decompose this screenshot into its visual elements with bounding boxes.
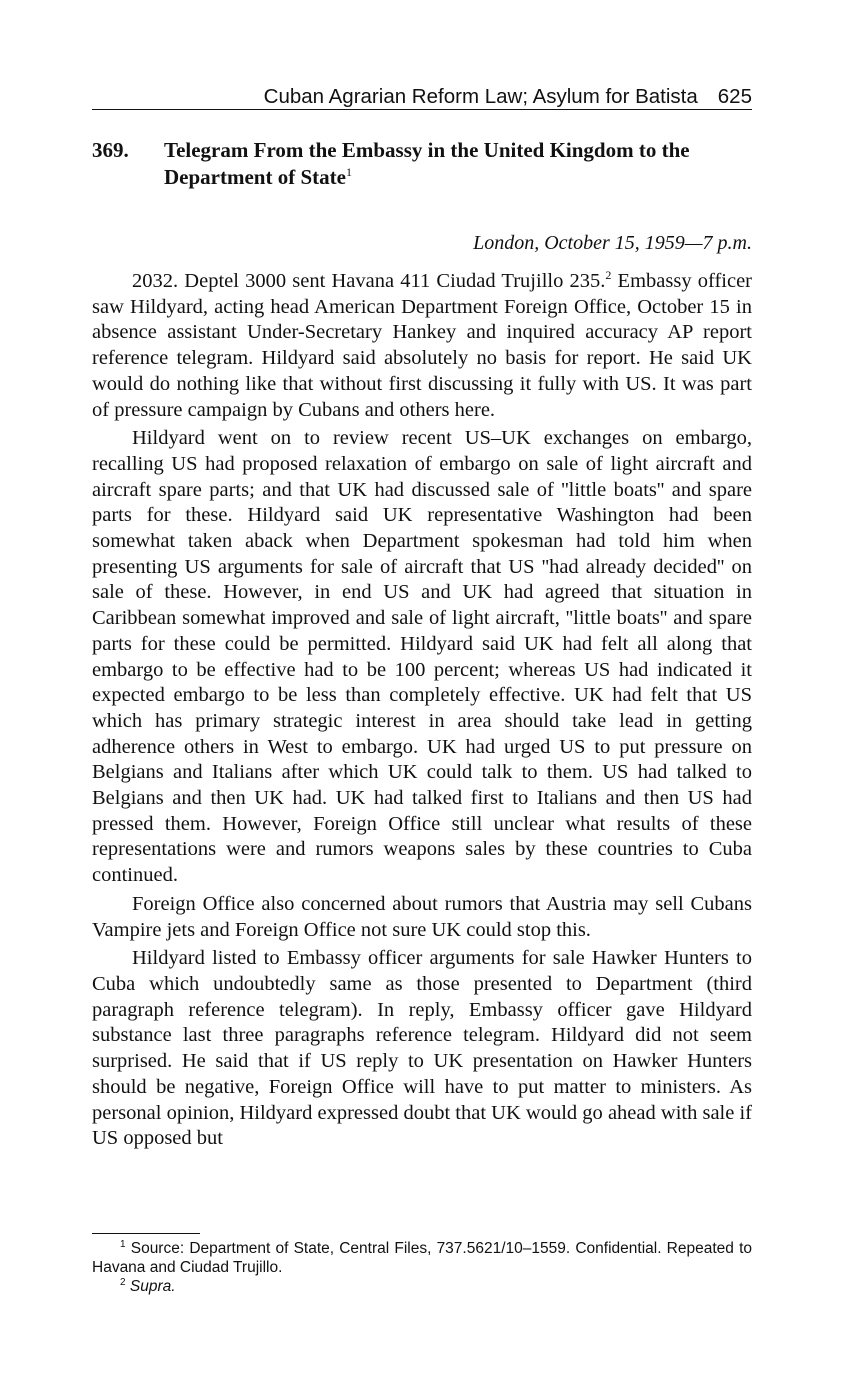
- page-number: 625: [717, 84, 752, 108]
- footnote-ref-2: 2: [605, 268, 612, 283]
- running-title: Cuban Agrarian Reform Law; Asylum for Batista: [263, 84, 698, 108]
- document-title-block: [92, 137, 752, 191]
- footnotes: [92, 1239, 752, 1296]
- paragraph-1: 2032. Deptel 3000 sent Havana 411 Ciudad Trujillo 235.$^2$ Embassy officer saw Hildyard, acting head American Department Foreign Office, October 15 in absence assistant Under-Secretary Hankey and inquired accuracy AP report reference telegram. Hildyard said absolutely no basis for report. He said UK would do nothing like that without first discussing it fully with US. It was part of pressure campaign by Cubans and others here.: [92, 268, 753, 421]
- footnote-2-text: Supra.: [125, 1278, 176, 1295]
- title-footnote-ref: 1: [345, 165, 352, 179]
- footnote-2: [92, 1277, 752, 1296]
- footnote-1: [92, 1239, 752, 1277]
- dateline: London, October 15, 1959—7 p.m.: [473, 232, 752, 254]
- footnote-divider: [92, 1233, 200, 1234]
- running-header: [92, 82, 752, 110]
- footnote-2-marker: 2: [120, 1276, 126, 1288]
- document-number: 369.: [92, 138, 129, 162]
- document-heading: [164, 137, 752, 191]
- document-title: Telegram From the Embassy in the United Kingdom to the Department of State: [164, 138, 690, 189]
- footnote-1-marker: 1: [120, 1238, 126, 1250]
- paragraph-4: Hildyard listed to Embassy officer arguments for sale Hawker Hunters to Cuba which undoubtedly same as those presented to Department (third paragraph reference telegram). In reply, Embassy officer gave Hildyard substance last three paragraphs reference telegram. Hildyard did not seem surprised. He said that if US reply to UK presentation on Hawker Hunters should be negative, Foreign Office will have to put matter to ministers. As personal opinion, Hildyard expressed doubt that UK would go ahead with sale if US opposed but: [92, 947, 752, 1150]
- telegram-body: [92, 269, 752, 1155]
- paragraph-3: Foreign Office also concerned about rumors that Austria may sell Cubans Vampire jets and Foreign Office not sure UK could stop this.: [92, 892, 752, 941]
- footnote-1-text: Source: Department of State, Central Files, 737.5621/10–1559. Confidential. Repeated to Havana and Ciudad Trujillo.: [92, 1240, 752, 1276]
- paragraph-2: Hildyard went on to review recent US–UK exchanges on embargo, recalling US had proposed relaxation of embargo on sale of light aircraft and aircraft spare parts; and that UK had discussed sale of ''little boats'' and spare parts for these. Hildyard said UK representative Washington had been somewhat taken aback when Department spokesman had told him when presenting US arguments for sale of aircraft that US ''had already decided'' on sale of these. However, in end US and UK had agreed that situation in Caribbean somewhat improved and sale of light aircraft, ''little boats'' and spare parts for these could be permitted. Hildyard said UK had felt all along that embargo to be effective had to be 100 percent; whereas US had indicated it expected embargo to be less than completely effective. UK had felt that US which has primary strategic interest in area should take lead in getting adherence others in West to embargo. UK had urged US to put pressure on Belgians and Italians after which UK could talk to them. US had talked to Belgians and then UK had. UK had talked first to Italians and then US had pressed them. However, Foreign Office still unclear what results of these representations were and rumors weapons sales by these countries to Cuba continued.: [92, 427, 752, 887]
